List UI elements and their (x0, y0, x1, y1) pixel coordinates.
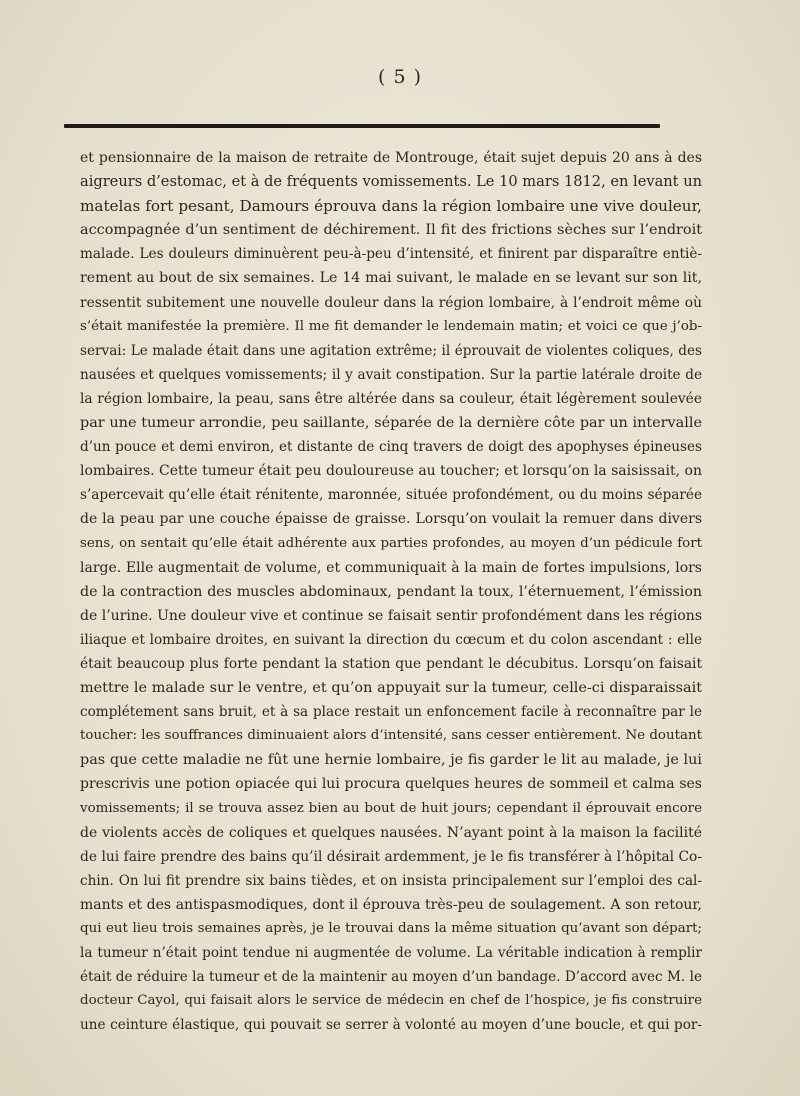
text-line: sens, on sentait qu’elle était adhérente aux parties profondes, au moyen d’un pédicule fort (80, 535, 702, 551)
text-line: vomissements; il se trouva assez bien au bout de huit jours; cependant il éprouvait encore (80, 800, 702, 816)
text-line: d’un pouce et demi environ, et distante de cinq travers de doigt des apophyses épineuses (80, 439, 702, 456)
text-line: rement au bout de six semaines. Le 14 mai suivant, le malade en se levant sur son lit, (80, 270, 702, 287)
text-line: s’apercevait qu’elle était rénitente, maronnée, située profondément, ou du moins séparée (80, 487, 702, 504)
header-rule (64, 124, 660, 128)
page-number: ( 5 ) (378, 66, 422, 88)
text-line: qui eut lieu trois semaines après, je le trouvai dans la même situation qu’avant son départ; (80, 921, 702, 936)
text-line: toucher: les souffrances diminuaient alors d’intensité, sans cesser entièrement. Ne doutant (80, 728, 702, 744)
text-line: pas que cette maladie ne fût une hernie lombaire, je fis garder le lit au malade, je lui (80, 752, 702, 769)
text-line: et pensionnaire de la maison de retraite de Montrouge, était sujet depuis 20 ans à des (80, 150, 702, 166)
text-line: s’était manifestée la première. Il me fit demander le lendemain matin; et voici ce que j’ob- (80, 318, 702, 334)
text-line: la tumeur n’était point tendue ni augmentée de volume. La véritable indication à remplir (80, 945, 702, 962)
text-line: de l’urine. Une douleur vive et continue se faisait sentir profondément dans les régions (80, 607, 702, 624)
text-line: lombaires. Cette tumeur était peu douloureuse au toucher; et lorsqu’on la saisissait, on (80, 463, 702, 480)
text-line: la région lombaire, la peau, sans être altérée dans sa couleur, était légèrement soulevée (80, 390, 702, 407)
text-line: par une tumeur arrondie, peu saillante, séparée de la dernière côte par un intervalle (80, 415, 702, 432)
text-line: de lui faire prendre des bains qu’il désirait ardemment, je le fis transférer à l’hôpital Co- (80, 848, 702, 865)
text-line: aigreurs d’estomac, et à de fréquents vomissements. Le 10 mars 1812, en levant un (80, 173, 702, 191)
text-line: mants et des antispasmodiques, dont il éprouva très-peu de soulagement. A son retour, (80, 896, 702, 913)
text-line: servai: Le malade était dans une agitation extrême; il éprouvait de violentes coliques, des (80, 342, 702, 359)
text-line: malade. Les douleurs diminuèrent peu-à-peu d’intensité, et finirent par disparaître entiè- (80, 246, 702, 263)
text-line: iliaque et lombaire droites, en suivant la direction du cœcum et du colon ascendant : elle (80, 631, 702, 648)
body-text (80, 146, 702, 1037)
text-line: prescrivis une potion opiacée qui lui procura quelques heures de sommeil et calma ses (80, 776, 702, 793)
text-line: nausées et quelques vomissements; il y avait constipation. Sur la partie latérale droite de (80, 366, 702, 383)
text-line: docteur Cayol, qui faisait alors le service de médecin en chef de l’hospice, je fis construire (80, 993, 702, 1009)
text-line: matelas fort pesant, Damours éprouva dans la région lombaire une vive douleur, (80, 197, 702, 216)
text-line: de la peau par une couche épaisse de graisse. Lorsqu’on voulait la remuer dans divers (80, 511, 702, 528)
text-line: chin. On lui fit prendre six bains tièdes, et on insista principalement sur l’emploi des cal- (80, 872, 702, 889)
text-line: ressentit subitement une nouvelle douleur dans la région lombaire, à l’endroit même où (80, 294, 702, 311)
text-line: de violents accès de coliques et quelques nausées. N’ayant point à la maison la facilité (80, 824, 702, 841)
text-line: de la contraction des muscles abdominaux, pendant la toux, l’éternuement, l’émission (80, 583, 702, 600)
text-line: large. Elle augmentait de volume, et communiquait à la main de fortes impulsions, lors (80, 559, 702, 576)
text-line: accompagnée d’un sentiment de déchirement. Il fit des frictions sèches sur l’endroit (80, 222, 702, 239)
text-line: complétement sans bruit, et à sa place restait un enfoncement facile à reconnaître par le (80, 704, 702, 721)
text-line: était beaucoup plus forte pendant la station que pendant le décubitus. Lorsqu’on faisait (80, 655, 702, 672)
text-line: mettre le malade sur le ventre, et qu’on appuyait sur la tumeur, celle-ci disparaissait (80, 680, 702, 697)
text-line: une ceinture élastique, qui pouvait se serrer à volonté au moyen d’une boucle, et qui por- (80, 1017, 702, 1034)
text-line: était de réduire la tumeur et de la maintenir au moyen d’un bandage. D’accord avec M. le (80, 969, 702, 986)
